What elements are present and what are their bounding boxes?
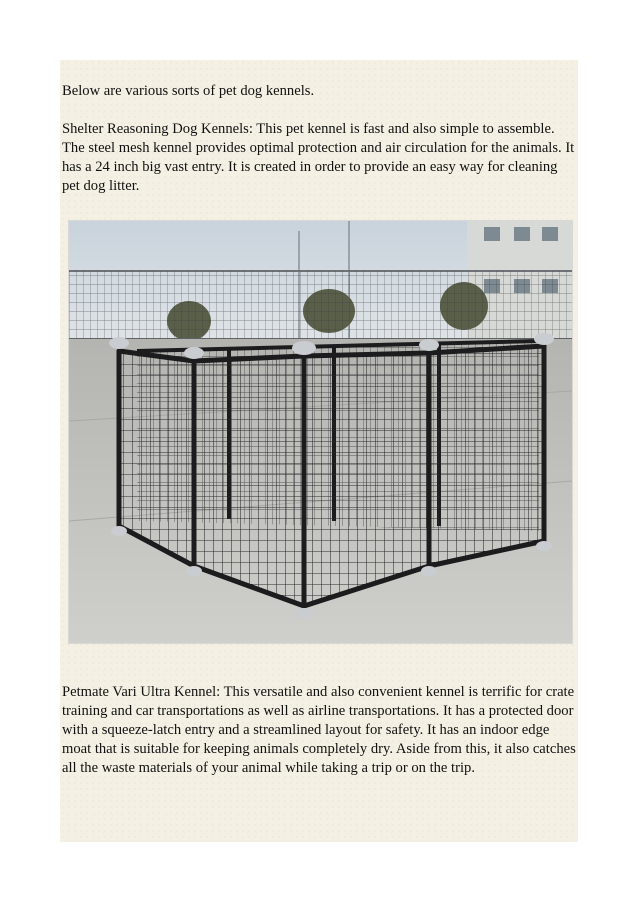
shelter-kennel-paragraph: Shelter Reasoning Dog Kennels: This pet kennel is fast and also simple to assemble. The steel mesh kennel provides optimal protection and air circulation for the animals. It has a 24 inch big vast entry. It is created in order to provide an easy way for cleaning pet dog litter.	[62, 121, 575, 194]
document-page	[60, 60, 578, 842]
petmate-kennel-paragraph: Petmate Vari Ultra Kennel: This versatile and also convenient kennel is terrific for crate training and car transportations as well as airline transportations. It has a protected door with a squeeze-latch entry and a streamlined layout for safety. It has an indoor edge moat that is suitable for keeping animals completely dry. Aside from this, it also catches all the waste materials of your animal while taking a trip or on the trip.	[62, 684, 576, 776]
kennel-photo	[68, 220, 573, 644]
intro-paragraph: Below are various sorts of pet dog kennels.	[62, 83, 315, 99]
